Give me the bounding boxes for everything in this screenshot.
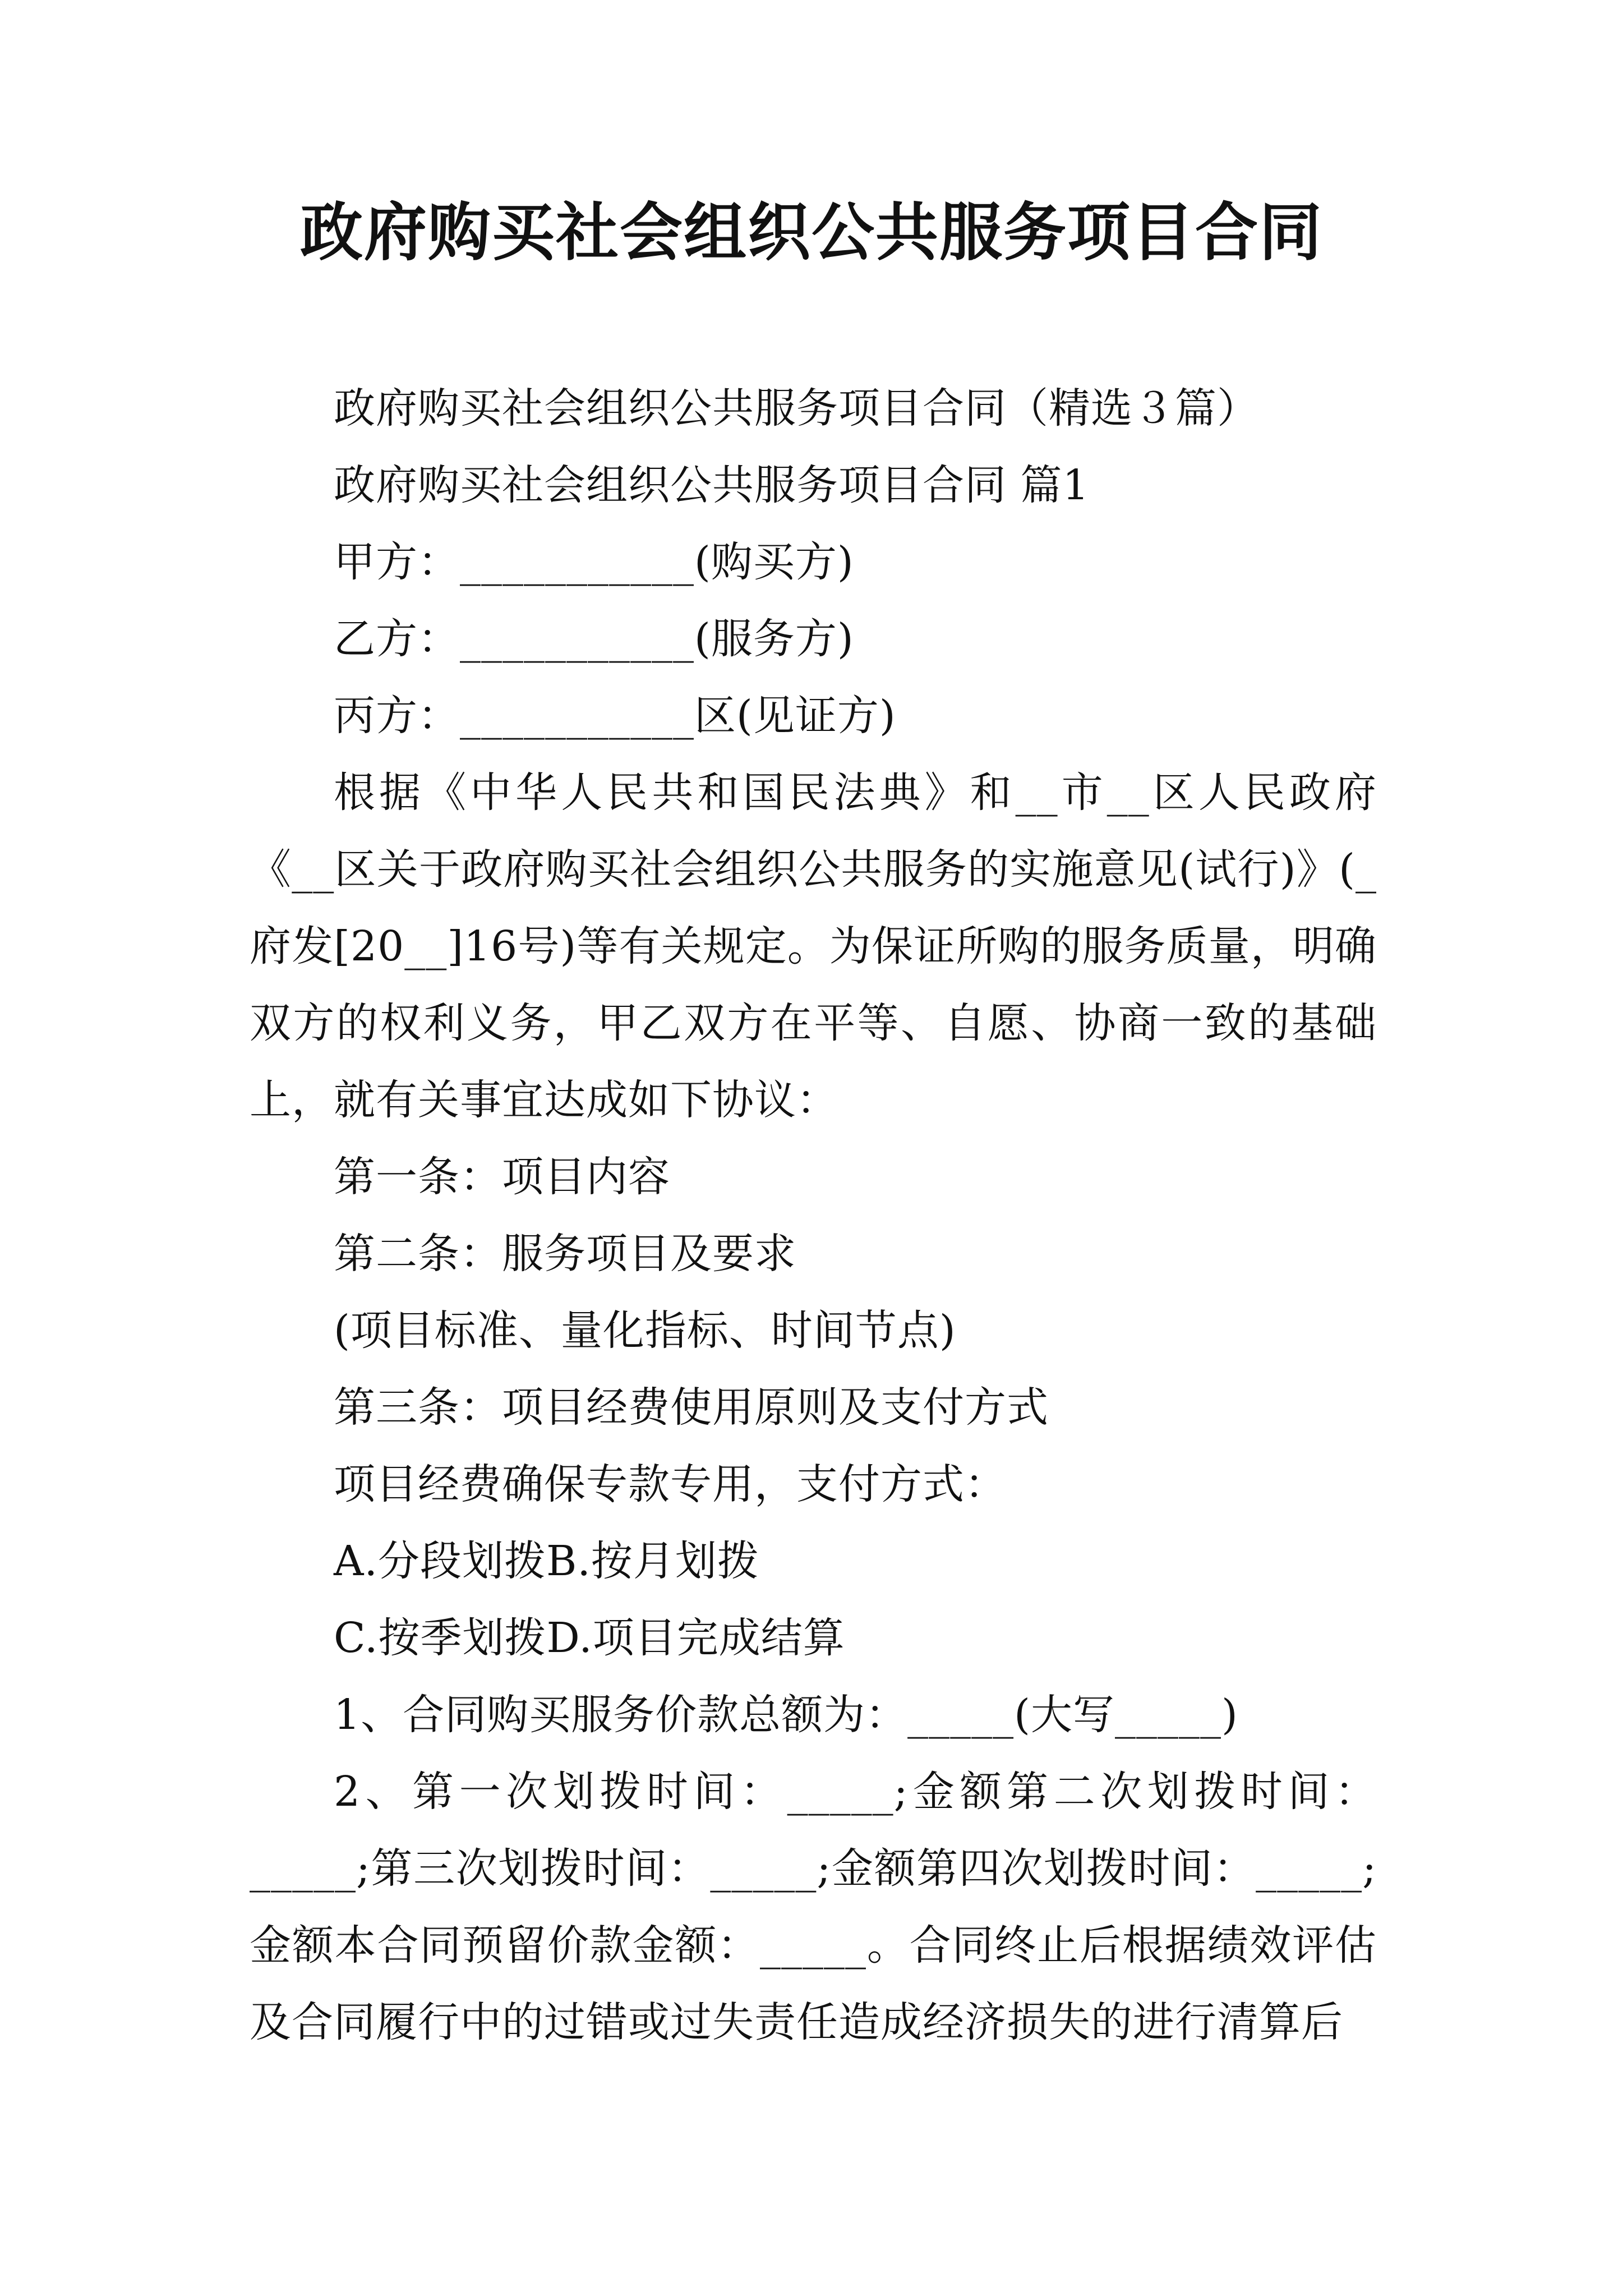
payment-option-ab: A.分段划拨B.按月划拨 — [334, 1537, 759, 1585]
payment-schedule-paragraph: 2、第一次划拨时间：_____;金额第二次划拨时间：_____;第三次划拨时间：_____;金额第四次划拨时间：_____;金额本合同预留价款金额：_____。合同终止后根据绩效评估及合同履行中的过错或过失责任造成经济损失的进行清算后 — [250, 1768, 1377, 2046]
section-heading: 政府购买社会组织公共服务项目合同 篇1 — [334, 461, 1090, 509]
payment-option-cd: C.按季划拨D.项目完成结算 — [334, 1614, 845, 1662]
article-2-note: (项目标准、量化指标、时间节点) — [334, 1306, 956, 1355]
article-1-heading: 第一条：项目内容 — [334, 1153, 670, 1201]
party-a-line: 甲方：___________(购买方) — [334, 538, 854, 586]
subtitle-line: 政府购买社会组织公共服务项目合同（精选３篇） — [334, 384, 1259, 432]
document-body — [250, 370, 1377, 2061]
payment-intro: 项目经费确保专款专用，支付方式： — [334, 1460, 1007, 1508]
article-2-heading: 第二条：服务项目及要求 — [334, 1230, 796, 1278]
document-title: 政府购买社会组织公共服务项目合同 — [300, 196, 1323, 269]
total-amount-line: 1、合同购买服务价款总额为：_____(大写_____) — [334, 1691, 1238, 1739]
party-c-line: 丙方：___________区(见证方) — [334, 692, 896, 740]
preamble-paragraph: 根据《中华人民共和国民法典》和__市__区人民政府《__区关于政府购买社会组织公共服务的实施意见(试行)》(_府发[20__]16号)等有关规定。为保证所购的服务质量，明确双方的权利义务，甲乙双方在平等、自愿、协商一致的基础上，就有关事宜达成如下协议： — [250, 769, 1377, 1124]
party-b-line: 乙方：___________(服务方) — [334, 615, 854, 663]
article-3-heading: 第三条：项目经费使用原则及支付方式 — [334, 1383, 1049, 1432]
